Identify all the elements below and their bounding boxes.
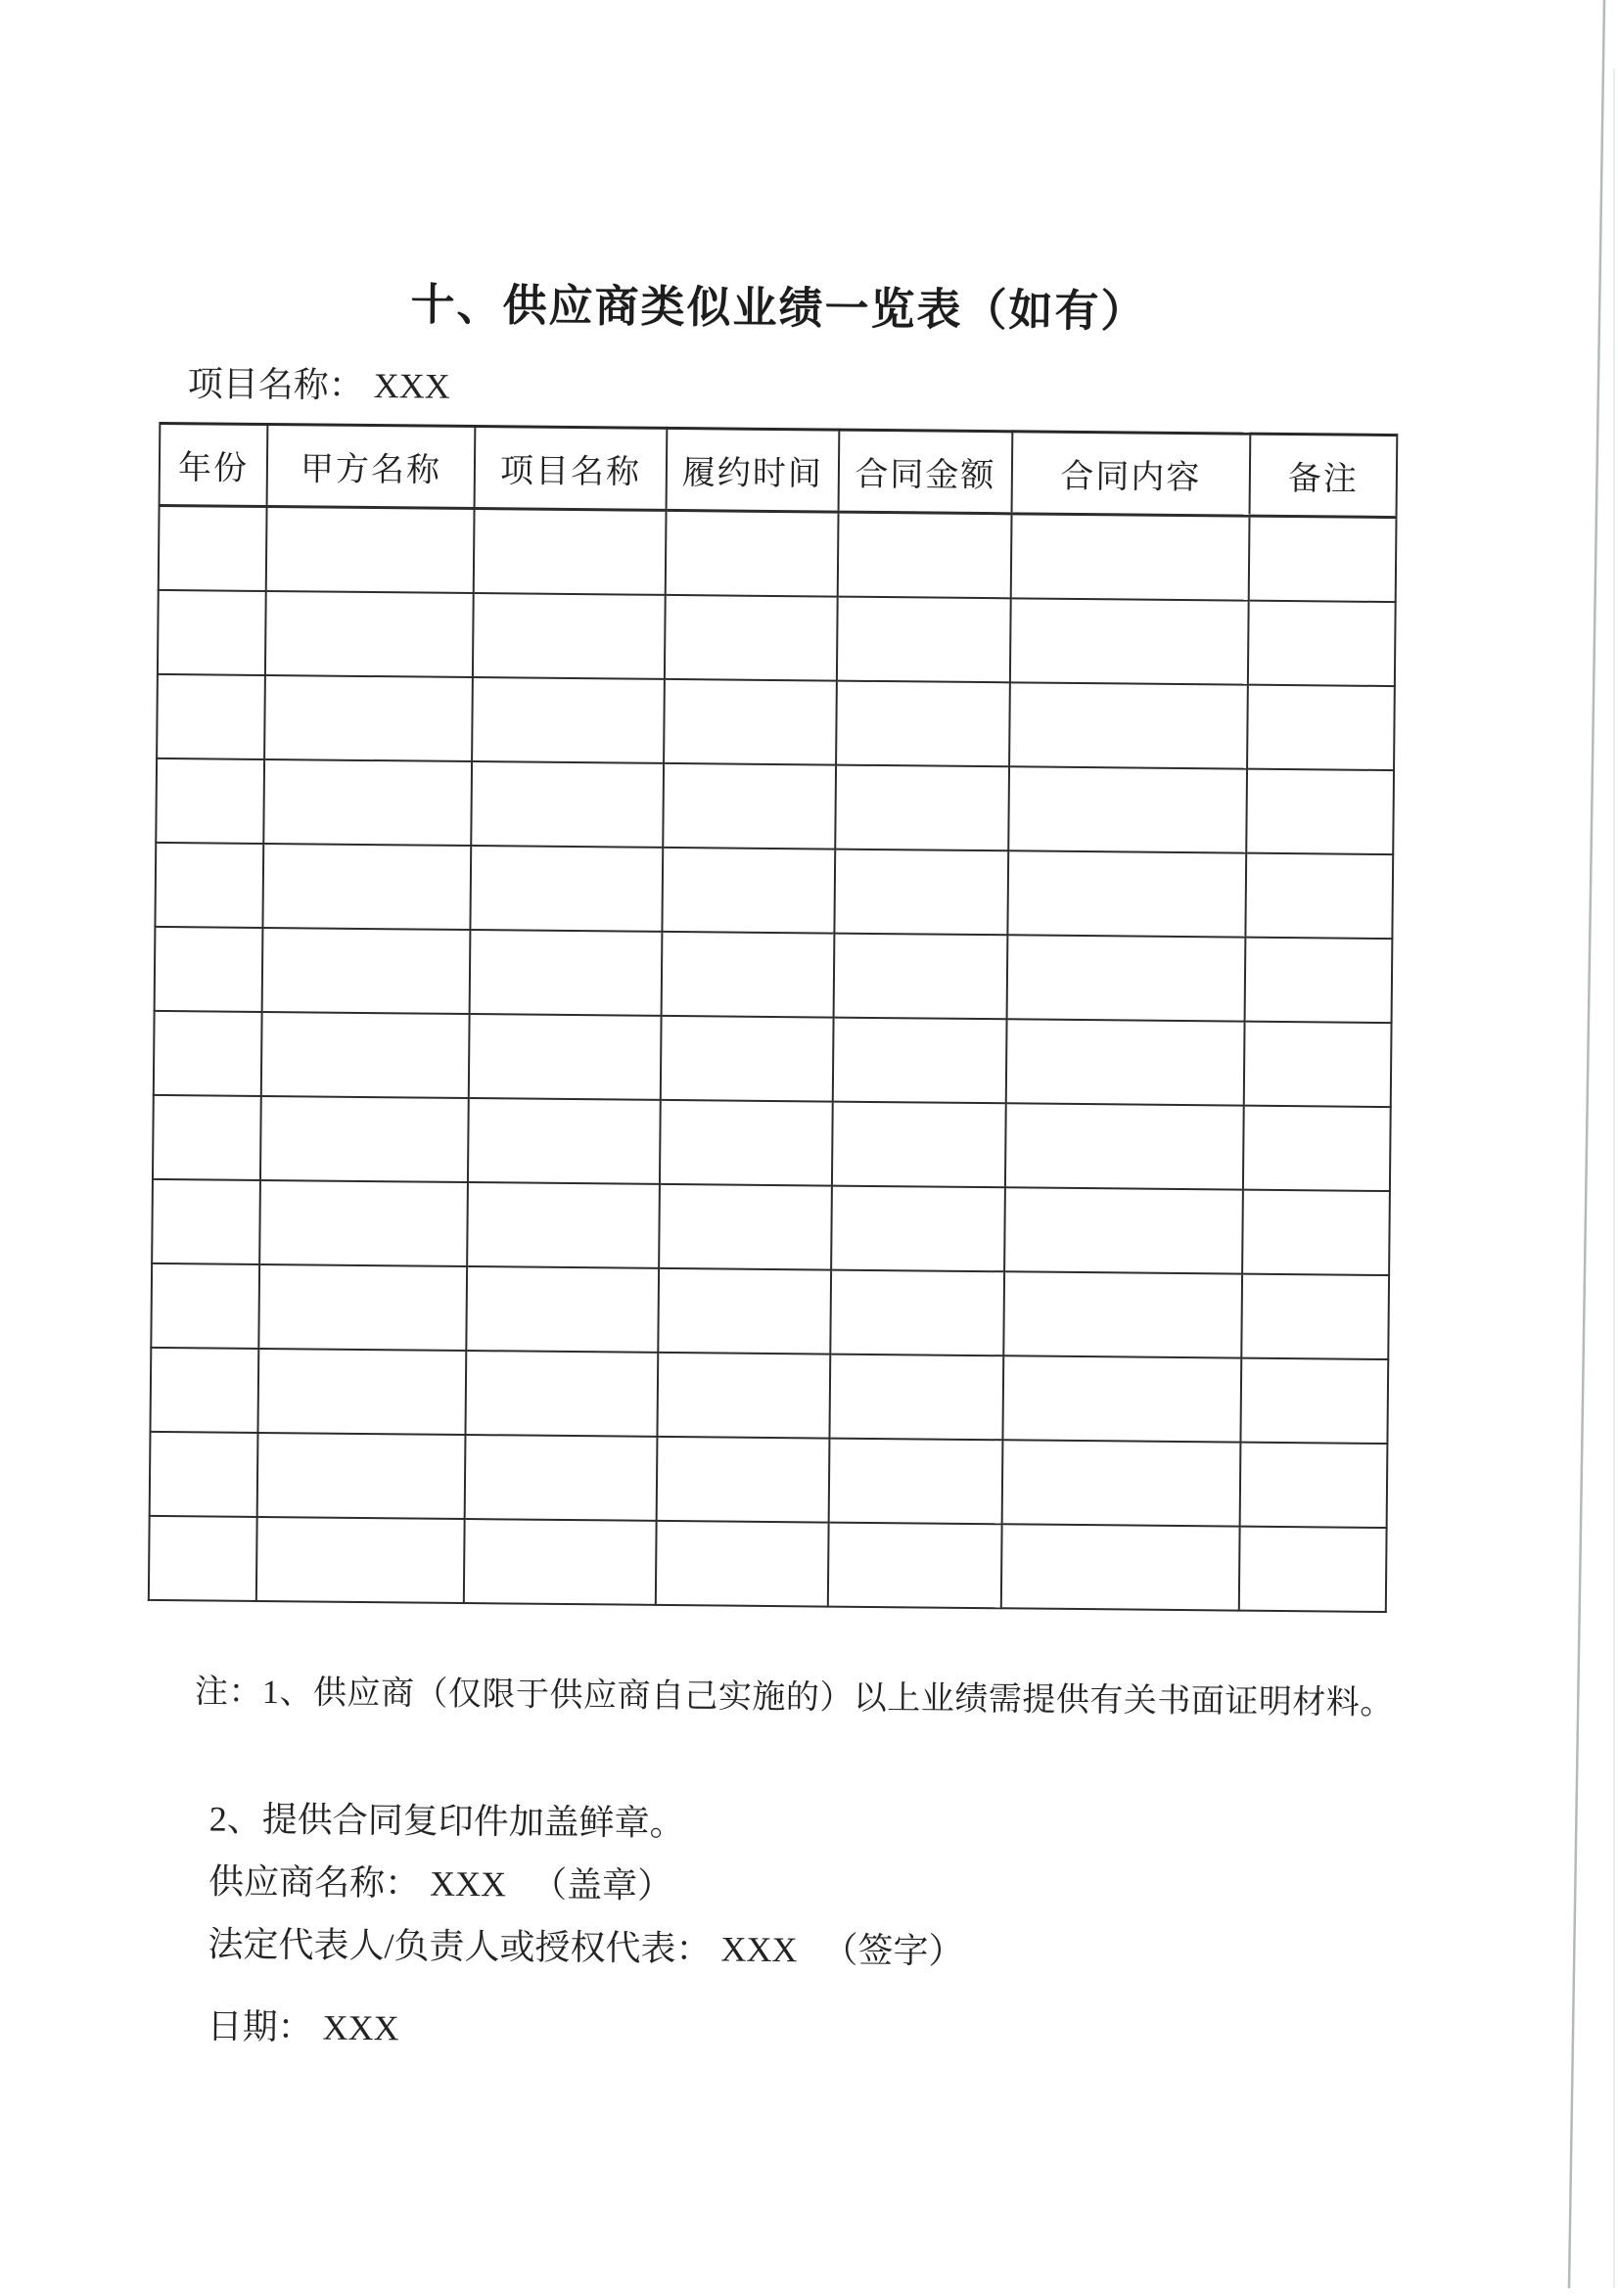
table-row [151, 1263, 1389, 1358]
table-cell [257, 1432, 466, 1518]
table-cell [663, 762, 836, 849]
table-cell [1248, 600, 1396, 685]
table-row [153, 1094, 1391, 1190]
table-cell [1007, 935, 1246, 1021]
table-cell [263, 758, 472, 845]
table-cell [467, 1182, 660, 1268]
table-cell [260, 1095, 469, 1181]
table-cell [471, 761, 664, 848]
header-cell-party-a-name: 甲方名称 [267, 425, 476, 509]
header-cell-project-name: 项目名称 [475, 427, 668, 511]
table-row [155, 842, 1393, 938]
table-cell [259, 1179, 468, 1265]
table-cell [154, 1010, 262, 1095]
table-cell [831, 1185, 1005, 1271]
table-row [152, 1178, 1390, 1274]
table-cell [470, 846, 663, 932]
table-cell [470, 930, 663, 1016]
table-cell [264, 674, 473, 760]
table-cell [658, 1267, 831, 1354]
header-cell-year: 年份 [160, 423, 268, 506]
date-label: 日期： [207, 2006, 313, 2047]
table-cell [662, 847, 835, 933]
header-cell-contract-amount: 合同金额 [839, 430, 1013, 514]
table-header-row [160, 423, 1398, 517]
table-cell [156, 758, 264, 843]
table-cell [1245, 852, 1393, 938]
table-cell [1008, 766, 1247, 852]
table-cell [155, 842, 263, 927]
table-cell [832, 1101, 1006, 1187]
table-cell [155, 926, 263, 1011]
table-cell [828, 1522, 1002, 1608]
table-cell [1249, 516, 1397, 601]
representative-line [208, 1916, 963, 1973]
header-cell-contract-content: 合同内容 [1012, 432, 1251, 516]
table-cell [836, 680, 1010, 766]
table-cell [829, 1438, 1003, 1524]
table-cell [150, 1431, 258, 1516]
table-cell [1245, 937, 1393, 1022]
table-cell [830, 1269, 1004, 1355]
representative-value: XXX [720, 1929, 798, 1970]
table-cell [1003, 1271, 1242, 1357]
table-row [150, 1347, 1388, 1443]
header-cell-performance-time: 履约时间 [667, 428, 840, 512]
table-cell [1243, 1105, 1391, 1190]
table-row [149, 1515, 1387, 1611]
performance-table [148, 422, 1399, 1613]
table-cell [664, 678, 837, 764]
signature-hint: （签字） [822, 1930, 964, 1971]
table-cell [1242, 1189, 1390, 1274]
table-cell [465, 1351, 658, 1437]
table-cell [1010, 598, 1249, 684]
table-cell [837, 596, 1011, 682]
table-cell [158, 589, 266, 674]
table-cell [833, 1017, 1007, 1103]
table-cell [834, 849, 1008, 935]
table-cell [153, 1094, 261, 1179]
table-cell [665, 594, 838, 680]
table-cell [1244, 1021, 1392, 1106]
table-cell [1240, 1357, 1388, 1443]
table-cell [474, 509, 667, 595]
table-cell [1005, 1103, 1244, 1189]
table-cell [266, 507, 475, 593]
project-name-label: 项目名称： [187, 364, 364, 405]
supplier-name-label: 供应商名称： [208, 1861, 421, 1904]
table-cell [1001, 1524, 1240, 1610]
table-row [154, 1010, 1392, 1106]
date-line [207, 1998, 398, 2050]
table-cell [265, 591, 474, 677]
table-cell [152, 1178, 260, 1263]
table-cell [465, 1434, 658, 1520]
table-cell [473, 593, 666, 679]
table-cell [1002, 1440, 1241, 1526]
table-cell [1247, 684, 1395, 769]
table-cell [469, 1014, 662, 1100]
table-cell [1006, 1019, 1245, 1105]
table-cell [262, 927, 471, 1013]
project-name-line [188, 356, 450, 409]
table-cell [261, 1011, 470, 1097]
table-cell [666, 510, 839, 596]
table-cell [150, 1347, 258, 1432]
note-1: 注：1、供应商（仅限于供应商自己实施的）以上业绩需提供有关书面证明材料。 [194, 1674, 1395, 1722]
table-cell [660, 1099, 833, 1185]
table-cell [835, 764, 1009, 850]
table-cell [834, 933, 1008, 1019]
table-cell [656, 1520, 829, 1606]
table-cell [657, 1436, 830, 1522]
table-cell [662, 931, 835, 1017]
table-cell [257, 1348, 466, 1434]
table-cell [1007, 850, 1246, 937]
supplier-name-value: XXX [429, 1863, 507, 1905]
table-cell [468, 1098, 661, 1184]
table-cell [657, 1352, 830, 1438]
table-row [156, 758, 1394, 853]
table-cell [1241, 1273, 1389, 1358]
table-cell [661, 1015, 834, 1101]
table-row [159, 505, 1397, 601]
table-cell [464, 1518, 657, 1604]
table-cell [1239, 1526, 1387, 1611]
table-cell [151, 1263, 259, 1348]
table-cell [659, 1183, 832, 1269]
date-value: XXX [322, 2007, 399, 2048]
page-title: 十、供应商类似业绩一览表（如有） [410, 280, 1147, 337]
note-2: 2、提供合同复印件加盖鲜章。 [208, 1799, 685, 1844]
table-row [150, 1431, 1388, 1527]
table-row [157, 673, 1395, 769]
table-cell [1004, 1187, 1243, 1273]
table-cell [472, 677, 665, 763]
table-cell [1246, 768, 1394, 853]
table-cell [1002, 1355, 1241, 1442]
table-cell [1011, 514, 1250, 600]
table-cell [159, 505, 267, 590]
table-cell [838, 512, 1012, 598]
table-cell [149, 1515, 257, 1600]
seal-hint: （盖章） [531, 1864, 673, 1906]
supplier-name-line [208, 1855, 672, 1909]
table-cell [262, 843, 471, 929]
table-cell [1009, 682, 1248, 768]
table-cell [466, 1266, 659, 1353]
header-cell-remarks: 备注 [1250, 434, 1398, 517]
project-name-value: XXX [373, 366, 450, 406]
table-row [158, 589, 1396, 685]
table-cell [1240, 1442, 1388, 1527]
table-cell [157, 673, 265, 758]
performance-table-body [149, 505, 1397, 1611]
table-cell [256, 1516, 465, 1602]
table-cell [258, 1263, 467, 1350]
table-row [155, 926, 1393, 1022]
representative-label: 法定代表人/负责人或授权代表： [208, 1924, 712, 1969]
table-cell [829, 1354, 1003, 1440]
